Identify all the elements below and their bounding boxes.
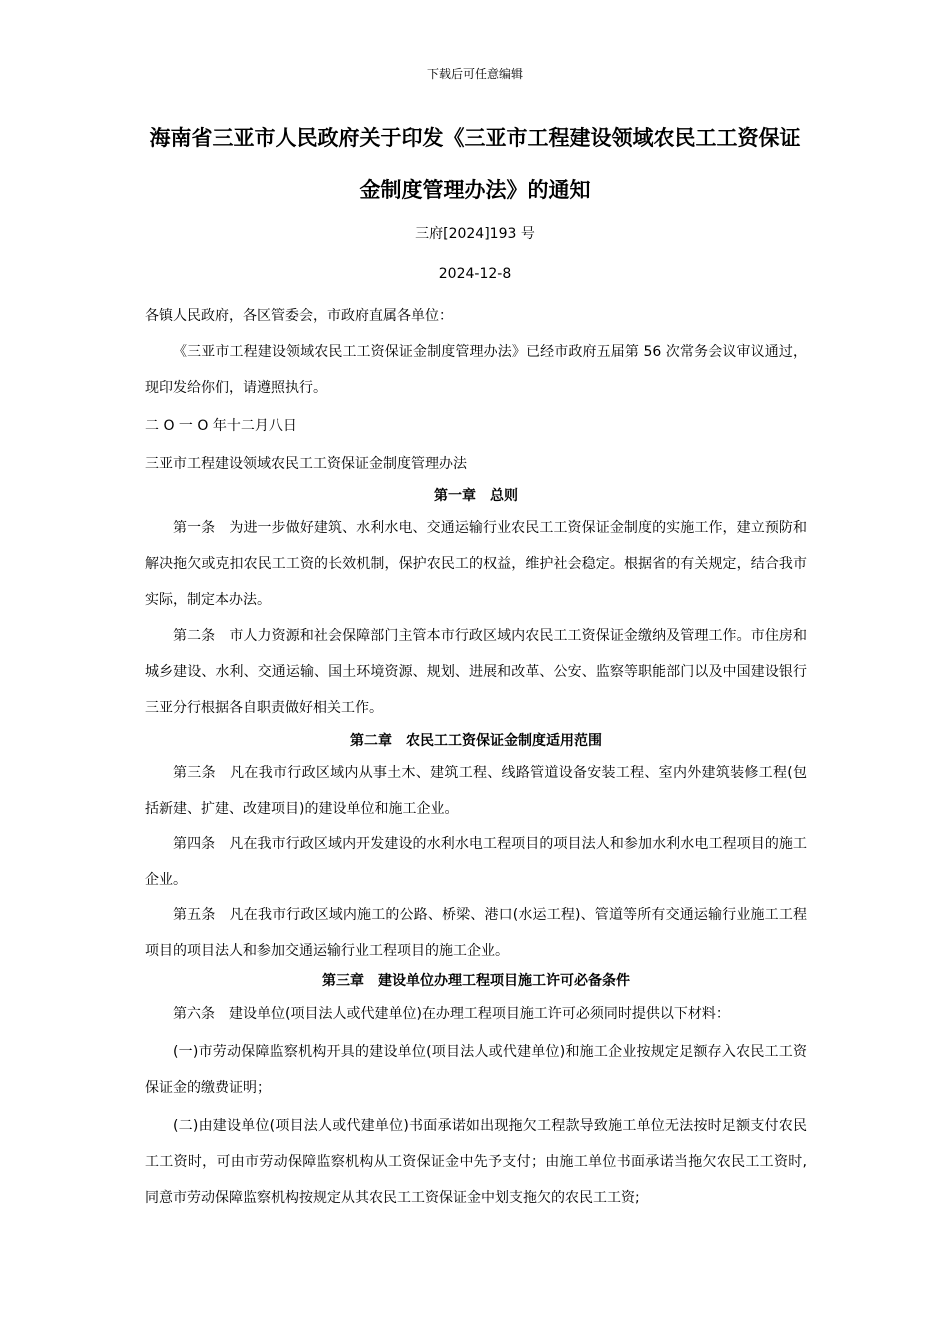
article-4: 第四条 凡在我市行政区域内开发建设的水利水电工程项目的项目法人和参加水利水电工程项目的施工企业。: [145, 836, 807, 888]
chapter-2-heading: 第二章 农民工工资保证金制度适用范围: [350, 733, 602, 749]
document-date: 2024-12-8: [438, 266, 512, 282]
document-number: 三府[2024]193 号: [415, 226, 535, 242]
salutation: 各镇人民政府，各区管委会，市政府直属各单位：: [145, 308, 453, 324]
article-6: 第六条 建设单位(项目法人或代建单位)在办理工程项目施工许可必须同时提供以下材料：: [173, 1006, 730, 1022]
header-note: 下载后可任意编辑: [426, 67, 523, 81]
chapter-3-heading: 第三章 建设单位办理工程项目施工许可必备条件: [322, 973, 630, 989]
article-6-item-2: (二)由建设单位(项目法人或代建单位)书面承诺如出现拖欠工程款导致施工单位无法按时足额支付农民工工资时，可由市劳动保障监察机构从工资保证金中先予支付；由施工单位书面承诺当拖欠农民工工资时,同意市劳动保障监察机构按规定从其农民工工资保证金中划支拖欠的农民工工资;: [145, 1118, 807, 1206]
notice-body: 《三亚市工程建设领域农民工工资保证金制度管理办法》已经市政府五届第 56 次常务会议审议通过，现印发给你们，请遵照执行。: [145, 344, 807, 396]
article-6-item-1: (一)市劳动保障监察机构开具的建设单位(项目法人或代建单位)和施工企业按规定足额存入农民工工资保证金的缴费证明；: [145, 1044, 807, 1096]
article-5: 第五条 凡在我市行政区域内施工的公路、桥梁、港口(水运工程)、管道等所有交通运输行业施工工程项目的项目法人和参加交通运输行业工程项目的施工企业。: [145, 907, 807, 959]
article-2: 第二条 市人力资源和社会保障部门主管本市行政区域内农民工工资保证金缴纳及管理工作。市住房和城乡建设、水利、交通运输、国土环境资源、规划、进展和改革、公安、监察等职能部门以及中国建设银行三亚分行根据各自职责做好相关工作。: [145, 628, 807, 716]
article-3: 第三条 凡在我市行政区域内从事土木、建筑工程、线路管道设备安装工程、室内外建筑装修工程(包括新建、扩建、改建项目)的建设单位和施工企业。: [145, 765, 807, 817]
issue-date: 二 O 一 O 年十二月八日: [145, 418, 297, 434]
measures-title: 三亚市工程建设领域农民工工资保证金制度管理办法: [145, 456, 467, 472]
article-1: 第一条 为进一步做好建筑、水利水电、交通运输行业农民工工资保证金制度的实施工作，建立预防和解决拖欠或克扣农民工工资的长效机制，保护农民工的权益，维护社会稳定。根据省的有关规定，结合我市实际，制定本办法。: [145, 520, 807, 608]
document-title: 海南省三亚市人民政府关于印发《三亚市工程建设领域农民工工资保证金制度管理办法》的通知: [149, 126, 801, 202]
chapter-1-heading: 第一章 总则: [434, 488, 518, 504]
